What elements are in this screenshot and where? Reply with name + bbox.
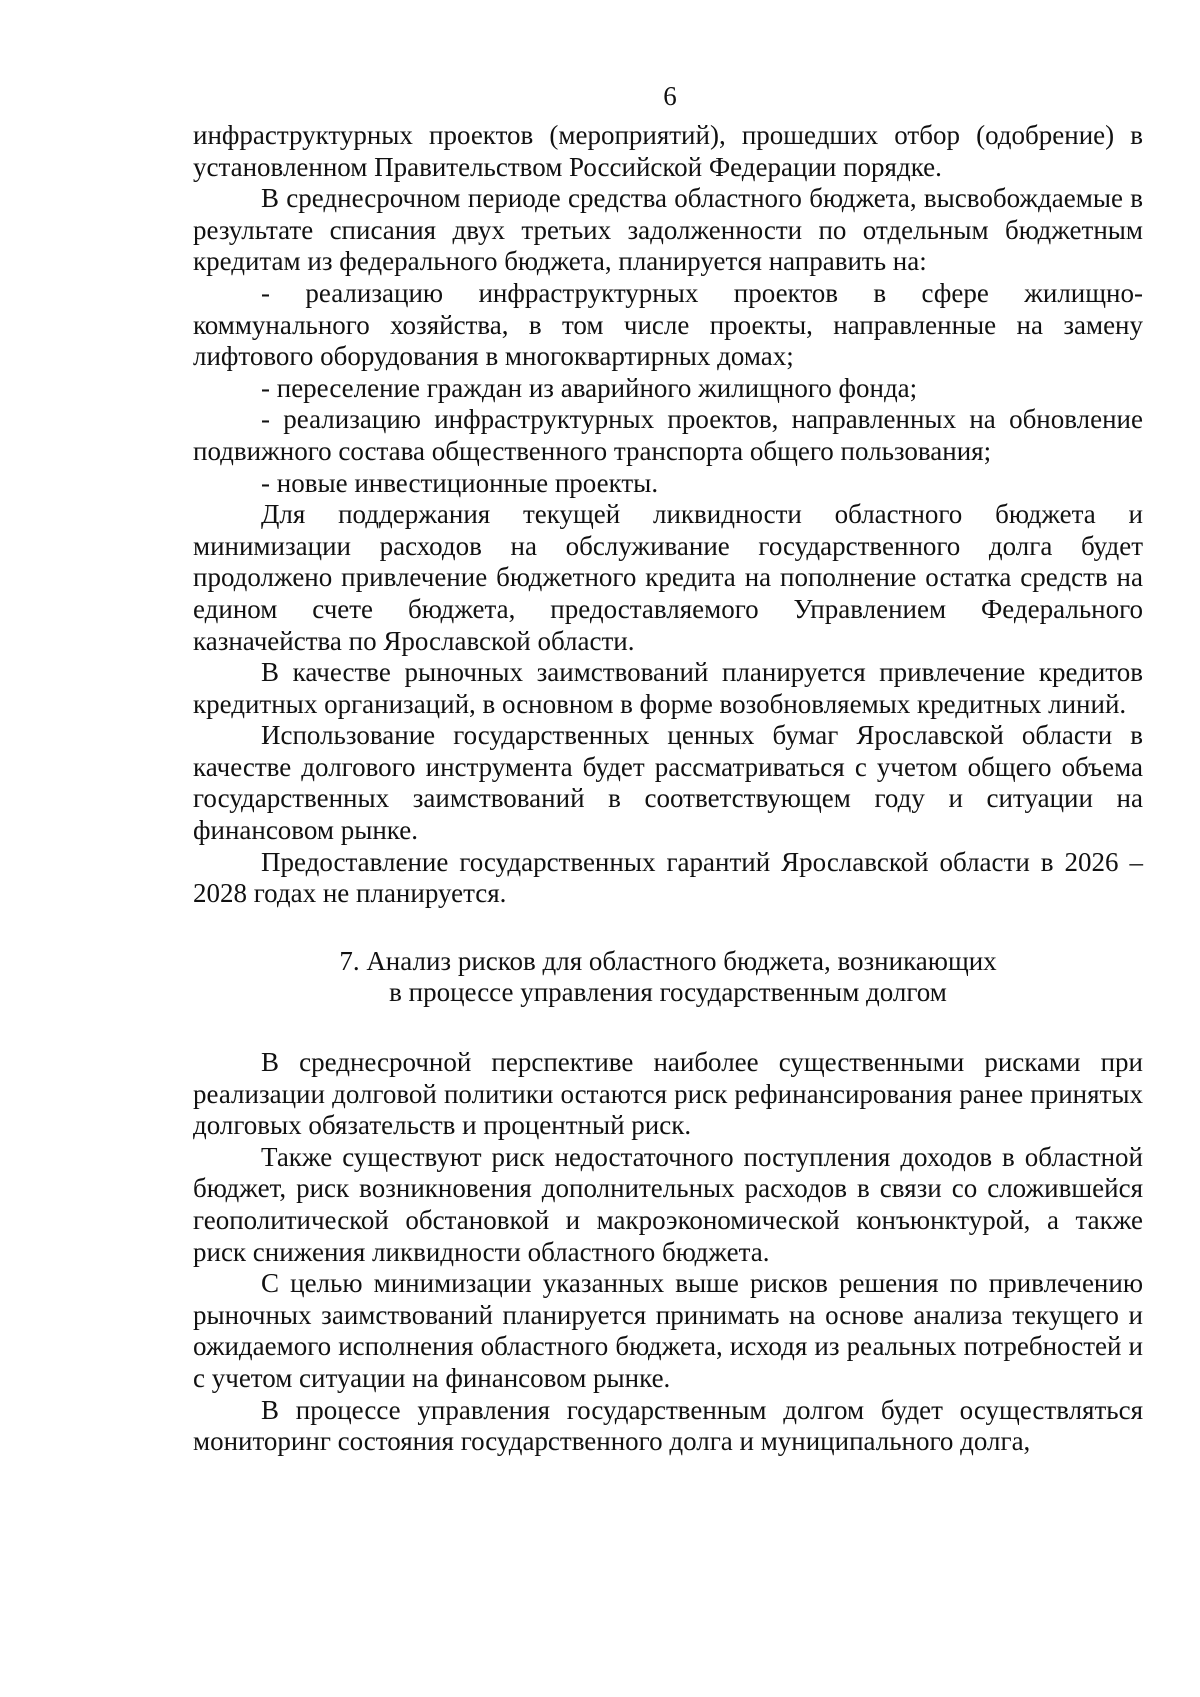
list-item-housing-utilities: - реализацию инфраструктурных проектов в сфере жилищно-коммунального хозяйства, в том числе проекты, направленные на замену лифтового оборудования в многоквартирных домах; <box>193 277 1143 372</box>
page-number: 6 <box>663 81 677 111</box>
list-item-resettlement: - переселение граждан из аварийного жилищного фонда; <box>261 372 918 403</box>
paragraph-risk-minimization: С целью минимизации указанных выше рисков решения по привлечению рыночных заимствований планируется принимать на основе анализа текущего и ожидаемого исполнения областного бюджета, исходя из реальных потребностей и с учетом ситуации на финансовом рынке. <box>193 1268 1143 1393</box>
section-heading-line-1: 7. Анализ рисков для областного бюджета, возникающих <box>339 945 997 976</box>
list-item-new-investment: - новые инвестиционные проекты. <box>261 467 659 498</box>
paragraph-monitoring: В процессе управления государственным долгом будет осуществляться мониторинг состояния государственного долга и муниципального долга, <box>193 1394 1143 1457</box>
paragraph-market-borrowings: В качестве рыночных заимствований планируется привлечение кредитов кредитных организаций, в основном в форме возобновляемых кредитных линий. <box>193 657 1143 719</box>
spacer <box>193 910 1143 946</box>
paragraph-main-risks: В среднесрочной перспективе наиболее существенными рисками при реализации долговой политики остаются риск рефинансирования ранее принятых долговых обязательств и процентный риск. <box>193 1047 1143 1141</box>
paragraph-continuation: инфраструктурных проектов (мероприятий), прошедших отбор (одобрение) в установленном Правительством Российской Федерации порядке. <box>193 120 1143 182</box>
paragraph-liquidity: Для поддержания текущей ликвидности областного бюджета и минимизации расходов на обслуживание государственного долга будет продолжено привлечение бюджетного кредита на пополнение остатка средств на едином счете бюджета, предоставляемого Управлением Федерального казначейства по Ярославской области. <box>193 499 1143 656</box>
paragraph-other-risks: Также существуют риск недостаточного поступления доходов в областной бюджет, риск возникновения дополнительных расходов в связи со сложившейся геополитической обстановкой и макроэкономической конъюнктурой, а также риск снижения ликвидности областного бюджета. <box>193 1141 1143 1267</box>
section-heading-line-2: в процессе управления государственным долгом <box>389 977 947 1008</box>
document-body <box>193 120 1143 1458</box>
section-heading <box>193 946 1143 1009</box>
list-item-public-transport: - реализацию инфраструктурных проектов, направленных на обновление подвижного состава общественного транспорта общего пользования; <box>193 404 1143 466</box>
paragraph-medium-term-funds: В среднесрочном периоде средства областного бюджета, высвобождаемые в результате списания двух третьих задолженности по отдельным бюджетным кредитам из федерального бюджета, планируется направить на: <box>193 183 1143 277</box>
paragraph-securities: Использование государственных ценных бумаг Ярославской области в качестве долгового инструмента будет рассматриваться с учетом общего объема государственных заимствований в соответствующем году и ситуации на финансовом рынке. <box>193 720 1143 846</box>
paragraph-guarantees: Предоставление государственных гарантий Ярославской области в 2026 – 2028 годах не планируется. <box>193 846 1143 909</box>
spacer <box>193 1009 1143 1047</box>
